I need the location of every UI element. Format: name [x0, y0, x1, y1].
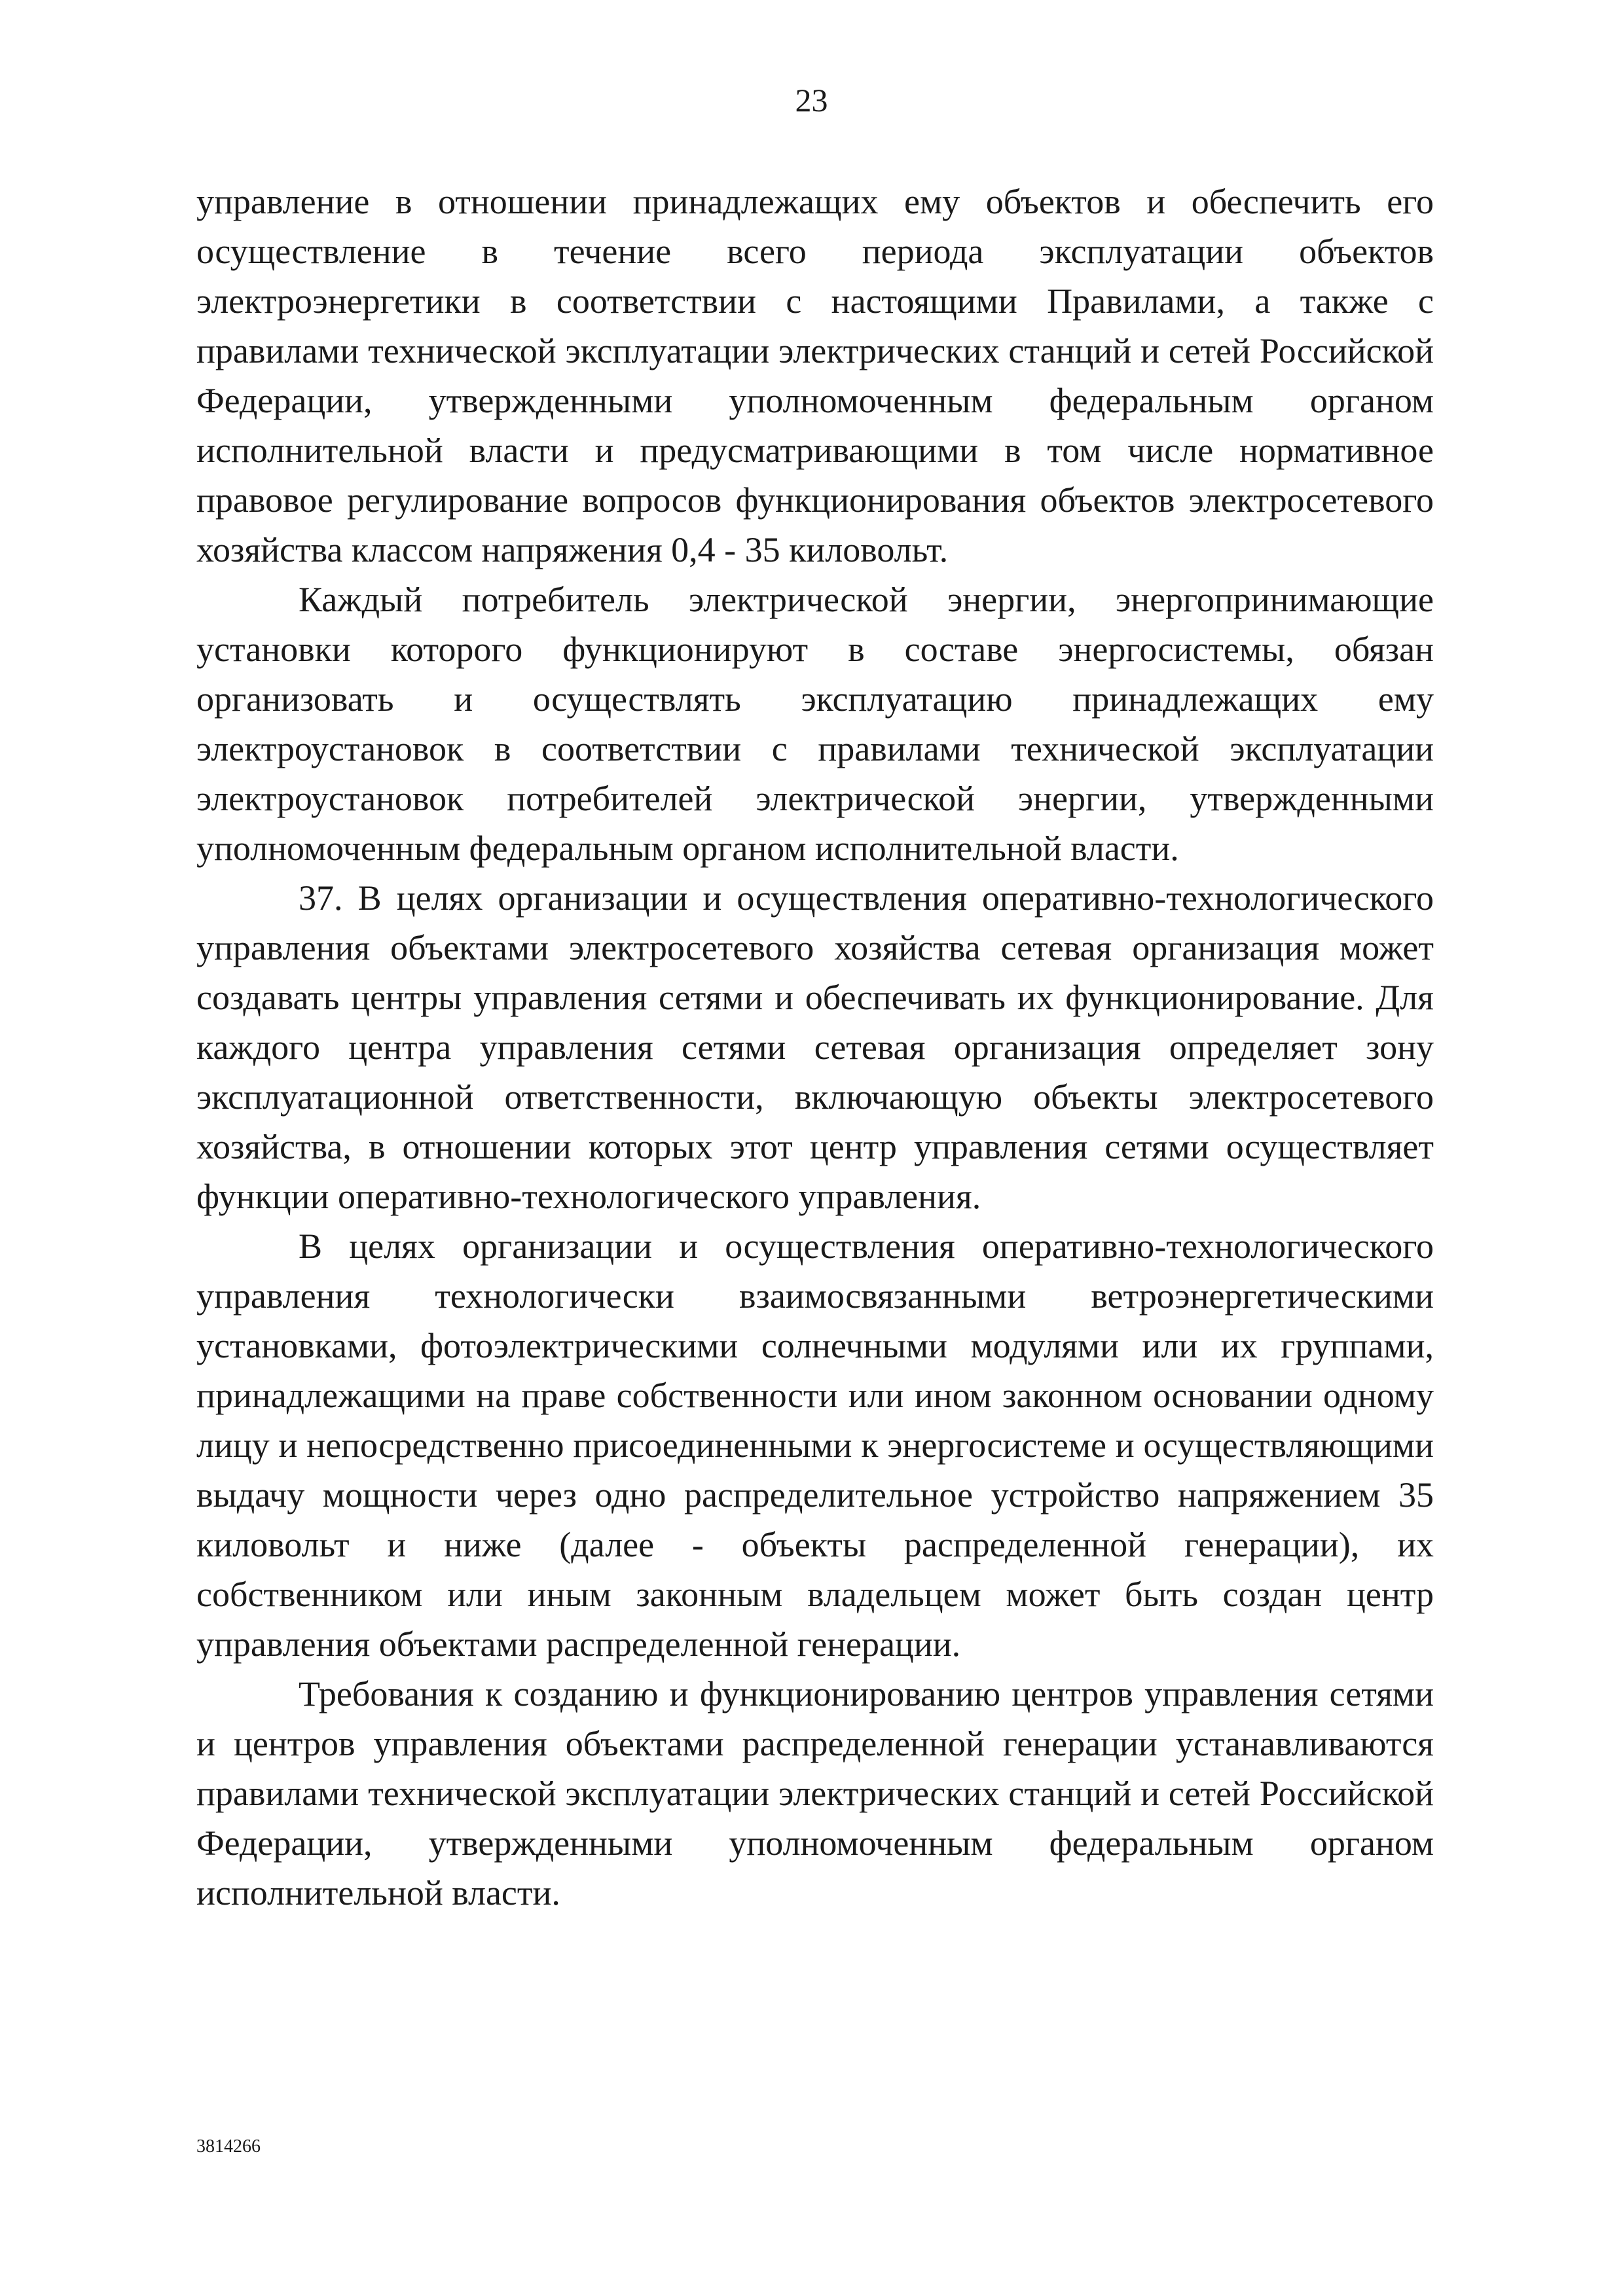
paragraph-continuation: управление в отношении принадлежащих ему объектов и обеспечить его осуществление в течение всего периода эксплуатации объектов электроэнергетики в соответствии с настоящими Правилами, а также с правилами технической эксплуатации электрических станций и сетей Российской Федерации, утвержденными уполномоченным федеральным органом исполнительной власти и предусматривающими в том числе нормативное правовое регулирование вопросов функционирования объектов электросетевого хозяйства классом напряжения 0,4 - 35 киловольт. [196, 182, 1434, 569]
paragraph-distributed-generation: В целях организации и осуществления оперативно-технологического управления технологически взаимосвязанными ветроэнергетическими установками, фотоэлектрическими солнечными модулями или их группами, принадлежащими на праве собственности или ином законном основании одному лицу и непосредственно присоединенными к энергосистеме и осуществляющими выдачу мощности через одно распределительное устройство напряжением 35 киловольт и ниже (далее - объекты распределенной генерации), их собственником или иным законным владельцем может быть создан центр управления объектами распределенной генерации. [196, 1227, 1434, 1664]
page-number: 23 [795, 82, 828, 118]
document-id: 3814266 [196, 2136, 261, 2157]
paragraph-item-37: 37. В целях организации и осуществления оперативно-технологического управления объектами электросетевого хозяйства сетевая организация может создавать центры управления сетями и обеспечивать их функционирование. Для каждого центра управления сетями сетевая организация определяет зону эксплуатационной ответственности, включающую объекты электросетевого хозяйства, в отношении которых этот центр управления сетями осуществляет функции оперативно-технологического управления. [196, 878, 1434, 1216]
document-body [196, 177, 1434, 1918]
paragraph-requirements: Требования к созданию и функционированию центров управления сетями и центров управления объектами распределенной генерации устанавливаются правилами технической эксплуатации электрических станций и сетей Российской Федерации, утвержденными уполномоченным федеральным органом исполнительной власти. [196, 1674, 1434, 1912]
paragraph-consumer-obligation: Каждый потребитель электрической энергии, энергопринимающие установки которого функционируют в составе энергосистемы, обязан организовать и осуществлять эксплуатацию принадлежащих ему электроустановок в соответствии с правилами технической эксплуатации электроустановок потребителей электрической энергии, утвержденными уполномоченным федеральным органом исполнительной власти. [196, 580, 1434, 868]
